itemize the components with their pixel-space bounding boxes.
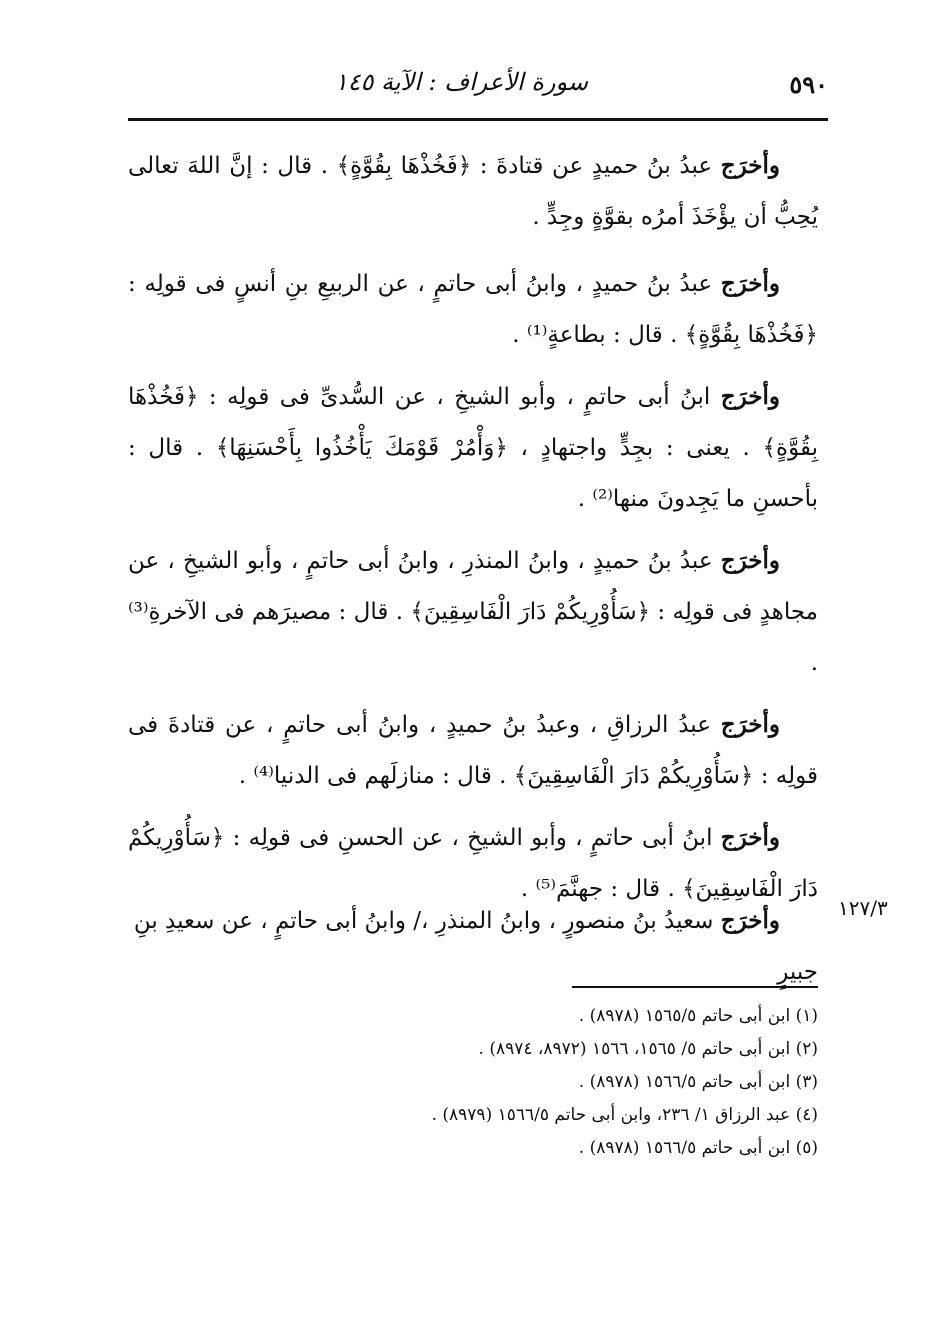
- header-rule: [128, 118, 828, 121]
- running-title: سورة الأعراف : الآية ١٤٥: [334, 68, 588, 96]
- paragraph-lead: وأخرَج: [720, 547, 780, 574]
- paragraph-lead: وأخرَج: [720, 907, 780, 934]
- page-number: ٥٩٠: [789, 70, 828, 99]
- footnote-rule: [572, 986, 818, 988]
- paragraph: [128, 699, 818, 802]
- paragraph-text: ابنُ أبى حاتمٍ ، وأبو الشيخِ ، عن الحسنِ فى قولِه : ﴿سَأُوْرِيكُمْ دَارَ الْفَاسِقِينَ﴾ . قال : جهنَّمَ⁽⁵⁾ .: [128, 825, 818, 902]
- paragraph-lead: وأخرَج: [720, 152, 780, 179]
- paragraph-lead: وأخرَج: [720, 711, 780, 738]
- footnote: (٣) ابن أبى حاتم ١٥٦٦/٥ (٨٩٧٨) .: [578, 1072, 818, 1092]
- paragraph-text: عبدُ الرزاقِ ، وعبدُ بنُ حميدٍ ، وابنُ أبى حاتمٍ ، عن قتادةَ فى قولِه : ﴿سَأُوْرِيكُمْ دَارَ الْفَاسِقِينَ﴾ . قال : منازلَهم فى الدنيا⁽⁴⁾ .: [128, 712, 818, 789]
- paragraph-lead: وأخرَج: [720, 383, 780, 410]
- paragraph-text: عبدُ بنُ حميدٍ ، وابنُ أبى حاتمٍ ، عن الربيعِ بنِ أنسٍ فى قولِه : ﴿فَخُذْهَا بِقُوَّةٍ﴾ . قال : بطاعةٍ⁽¹⁾ .: [128, 271, 818, 348]
- footnote: (٢) ابن أبى حاتم ٥/ ١٥٦٥، ١٥٦٦ (٨٩٧٢، ٨٩٧٤) .: [478, 1039, 818, 1059]
- continuing-paragraph: [128, 895, 818, 998]
- footnote: (١) ابن أبى حاتم ١٥٦٥/٥ (٨٩٧٨) .: [578, 1006, 818, 1026]
- paragraph-text: عبدُ بنُ حميدٍ عن قتادةَ : ﴿فَخُذْهَا بِقُوَّةٍ﴾ . قال : إنَّ اللهَ تعالى يُحِبُّ أن يؤْخَذَ أمرُه بقوَّةٍ وجِدٍّ .: [128, 153, 818, 230]
- body-text: [128, 140, 818, 925]
- paragraph-text: عبدُ بنُ حميدٍ ، وابنُ المنذرِ ، وابنُ أبى حاتمٍ ، وأبو الشيخِ ، عن مجاهدٍ فى قولِه : ﴿سَأُوْرِيكُمْ دَارَ الْفَاسِقِينَ﴾ . قال : مصيرَهم فى الآخرةِ⁽³⁾ .: [128, 548, 818, 676]
- paragraph: [128, 535, 818, 689]
- page-header: [128, 66, 828, 106]
- footnote: (٤) عبد الرزاق ١/ ٢٣٦، وابن أبى حاتم ١٥٦٦/٥ (٨٩٧٩) .: [431, 1105, 818, 1125]
- paragraph-lead: وأخرَج: [720, 824, 780, 851]
- paragraph: [128, 140, 818, 243]
- paragraph-lead: وأخرَج: [720, 270, 780, 297]
- paragraph-text: ابنُ أبى حاتمٍ ، وأبو الشيخِ ، عن السُّدىِّ فى قولِه : ﴿فَخُذْهَا بِقُوَّةٍ﴾ . يعنى : بجِدٍّ واجتهادٍ ، ﴿وَأْمُرْ قَوْمَكَ يَأْخُذُوا بِأَحْسَنِهَا﴾ . قال : بأحسنِ ما يَجِدونَ منها⁽²⁾ .: [128, 384, 818, 512]
- footnotes: [128, 1000, 818, 1165]
- paragraph-text: سعيدُ بنُ منصورٍ ، وابنُ المنذرِ ،/ وابنُ أبى حاتمٍ ، عن سعيدِ بنِ جبيرٍ: [133, 908, 818, 985]
- paragraph: [128, 258, 818, 361]
- margin-reference: ١٢٧/٣: [838, 896, 888, 920]
- paragraph: [128, 371, 818, 525]
- footnote: (٥) ابن أبى حاتم ١٥٦٦/٥ (٨٩٧٨) .: [578, 1138, 818, 1158]
